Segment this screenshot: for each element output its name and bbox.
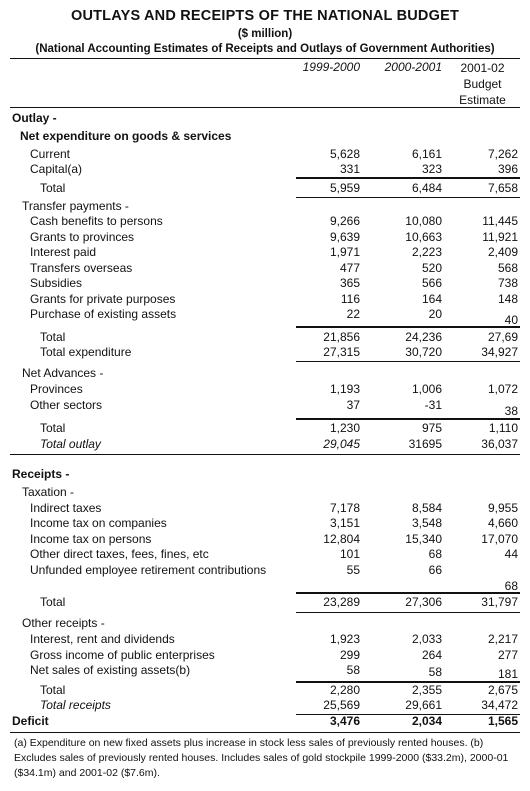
total-row [0,420,530,436]
row-label: Total [40,181,66,195]
table-row [0,397,530,418]
row-label: Interest paid [30,245,97,259]
value-2001: 44 [504,547,518,561]
total-row [0,329,530,345]
section-label: Other receipts - [22,616,105,630]
total-row [0,344,530,360]
row-label: Current [30,147,71,161]
total-rule [296,177,520,179]
row-label: Grants for private purposes [30,292,176,306]
value-2001: 68 [504,579,518,593]
value-2000: 323 [421,162,442,176]
table-row [0,275,530,291]
row-label: Total [40,683,66,697]
value-2000: 975 [421,421,442,435]
section-other-receipts [0,615,530,631]
row-label: Provinces [30,382,83,396]
value-1999: 1,971 [329,245,360,259]
value-1999: 21,856 [323,330,360,344]
table-row [0,662,530,681]
table-row [0,306,530,327]
row-label: Interest, rent and dividends [30,632,175,646]
section-divider-rule [10,454,520,455]
value-1999: 23,289 [323,595,360,609]
value-1999: 29,045 [323,437,360,451]
value-1999: 2,280 [329,683,360,697]
value-2000: 20 [428,307,442,321]
table-row [0,647,530,663]
value-1999: 25,569 [323,698,360,712]
value-2000: 6,484 [411,181,442,195]
total-row [0,594,530,610]
row-label: Net sales of existing assets(b) [30,663,191,677]
value-1999: 27,315 [323,345,360,359]
value-1999: 37 [346,398,360,412]
value-2000: 30,720 [405,345,442,359]
row-label: Gross income of public enterprises [30,648,215,662]
table-row [0,631,530,647]
column-header-2001-line1: 2001-02 [460,61,505,75]
value-2000: 8,584 [411,501,442,515]
value-2000: 264 [421,648,442,662]
value-2000: 2,223 [411,245,442,259]
value-2001: 11,921 [482,230,518,244]
value-1999: 101 [339,547,360,561]
page-title: OUTLAYS AND RECEIPTS OF THE NATIONAL BUDGET [70,8,460,24]
deficit-row [0,713,530,729]
value-2001: 148 [497,292,518,306]
section-label: Net Advances - [22,366,104,380]
section-label: Taxation - [22,485,75,499]
row-label: Total receipts [40,698,111,712]
value-2001: 40 [504,313,518,327]
value-1999: 331 [339,162,360,176]
section-transfer-payments [0,198,530,214]
value-1999: 1,230 [329,421,360,435]
total-row [0,180,530,196]
value-2001: 11,445 [482,214,518,228]
value-2000: 10,080 [405,214,442,228]
table-row [0,515,530,531]
table-row [0,244,530,260]
row-label: Capital(a) [30,162,83,176]
row-label: Total [40,595,66,609]
table-row [0,500,530,516]
value-2000: 29,661 [405,698,442,712]
row-label: Total expenditure [40,345,132,359]
value-2000: 24,236 [405,330,442,344]
unit-label: ($ million) [237,28,293,40]
value-2000: 520 [421,261,442,275]
column-header-2000: 2000-2001 [384,60,442,74]
value-2000: 66 [428,563,442,577]
value-2001: 2,675 [487,683,518,697]
table-row [0,229,530,245]
value-2000: -31 [424,398,442,412]
total-rule [296,326,520,328]
value-2001: 34,472 [481,698,518,712]
value-1999: 3,476 [329,714,360,728]
total-under-rule [296,361,520,362]
row-label: Total outlay [40,437,101,451]
value-1999: 3,151 [329,516,360,530]
row-label: Other direct taxes, fees, fines, etc [30,547,209,561]
value-1999: 1,193 [329,382,360,396]
value-1999: 58 [346,663,360,677]
value-2001: 9,955 [487,501,518,515]
value-1999: 299 [339,648,360,662]
total-row [0,682,530,698]
row-label: Total [40,421,66,435]
section-label: Receipts - [12,467,70,481]
column-header-1999: 1999-2000 [302,60,360,74]
table-row [0,161,530,177]
section-label: Outlay - [12,111,57,125]
value-2001: 4,660 [487,516,518,530]
value-2000: 58 [428,665,442,679]
value-2001: 38 [504,404,518,418]
row-label: Grants to provinces [30,230,135,244]
column-header-2001-line3: Estimate [459,93,506,107]
value-2001: 17,070 [481,532,518,546]
value-2000: 3,548 [411,516,442,530]
value-2001: 1,565 [487,714,518,728]
column-header-2001 [445,60,520,108]
value-2001: 27,69 [487,330,518,344]
row-label: Subsidies [30,276,83,290]
total-row [0,436,530,452]
table-bottom-rule [10,732,520,733]
value-2000: 31695 [408,437,442,451]
value-2001: 7,262 [487,147,518,161]
header-bottom-rule [10,107,520,108]
section-label: Net expenditure on goods & services [20,129,232,143]
value-1999: 5,959 [329,181,360,195]
value-2001: 396 [497,162,518,176]
value-2001: 568 [497,261,518,275]
row-label: Purchase of existing assets [30,307,177,321]
value-2001: 36,037 [481,437,518,451]
row-label: Income tax on persons [30,532,152,546]
value-2001: 2,409 [487,245,518,259]
total-row [0,697,530,713]
value-2000: 2,034 [411,714,442,728]
value-1999: 116 [340,292,360,306]
value-2000: 1,006 [411,382,442,396]
section-net-expenditure [0,128,530,144]
value-1999: 7,178 [329,501,360,515]
page-subtitle: (National Accounting Estimates of Receipts and Outlays of Government Authorities) [35,43,495,55]
row-label: Deficit [12,714,49,728]
section-receipts [0,466,530,482]
header-top-rule [10,58,520,59]
value-2000: 2,033 [411,632,442,646]
table-row [0,381,530,397]
table-row [0,562,530,593]
value-1999: 9,639 [329,230,360,244]
value-2000: 2,355 [411,683,442,697]
total-under-rule [296,612,520,613]
value-2000: 15,340 [405,532,442,546]
value-2001: 7,658 [487,181,518,195]
table-row [0,531,530,547]
value-2000: 6,161 [411,147,442,161]
value-2001: 738 [497,276,518,290]
value-2001: 2,217 [487,632,518,646]
row-label: Unfunded employee retirement contributions [30,563,267,577]
row-label: Cash benefits to persons [30,214,163,228]
value-1999: 22 [346,307,360,321]
value-2001: 1,110 [488,421,518,435]
value-1999: 5,628 [329,147,360,161]
value-1999: 1,923 [329,632,360,646]
value-1999: 55 [346,563,360,577]
table-row [0,213,530,229]
value-1999: 12,804 [323,532,360,546]
value-2001: 31,797 [481,595,518,609]
table-row [0,546,530,562]
column-header-2001-line2: Budget [463,77,502,91]
table-row [0,260,530,276]
section-label: Transfer payments - [22,199,129,213]
row-label: Income tax on companies [30,516,167,530]
row-label: Total [40,330,66,344]
value-2001: 1,072 [487,382,518,396]
value-2000: 68 [428,547,442,561]
value-2001: 181 [497,667,518,681]
row-label: Other sectors [30,398,103,412]
value-2000: 566 [421,276,442,290]
section-net-advances [0,365,530,381]
value-2000: 27,306 [405,595,442,609]
section-taxation [0,484,530,500]
table-row [0,146,530,162]
value-2001: 277 [497,648,518,662]
value-1999: 477 [339,261,360,275]
table-row [0,291,530,307]
footnote: (a) Expenditure on new fixed assets plus increase in stock less sales of previously rented houses. (b) Excludes sales of previously rented houses. Includes sales of gold stockpile 1999-2000 ($33.2m), 2000-01 ($34.1m) and 2001-02 ($7.6m). [14,737,509,779]
row-label: Transfers overseas [30,261,133,275]
value-2001: 34,927 [481,345,518,359]
section-outlay [0,110,530,126]
row-label: Indirect taxes [30,501,102,515]
value-1999: 365 [339,276,360,290]
value-1999: 9,266 [329,214,360,228]
value-2000: 164 [421,292,442,306]
value-2000: 10,663 [405,230,442,244]
